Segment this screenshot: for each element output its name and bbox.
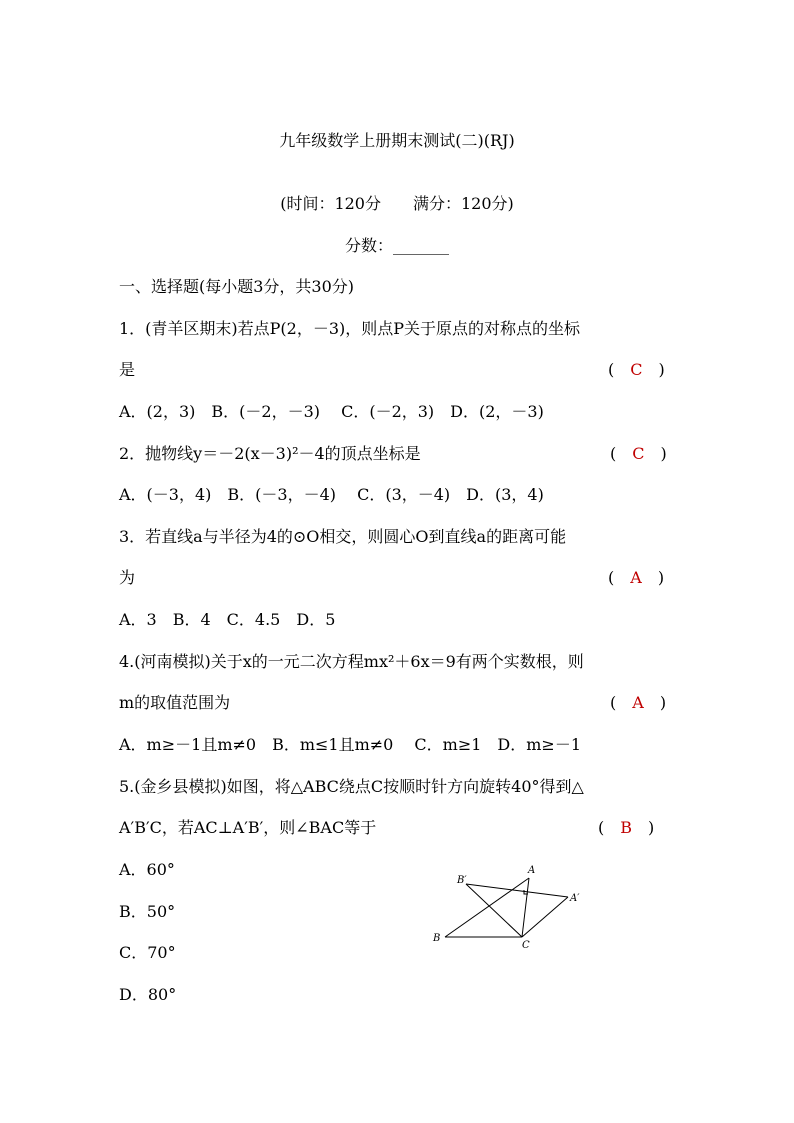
question-4-line-1: 4.(河南模拟)关于x的一元二次方程mx²＋6x＝9有两个实数根，则 (119, 652, 584, 671)
section-heading: 一、选择题(每小题3分，共30分) (119, 277, 355, 296)
rotation-triangle-figure (425, 858, 590, 950)
label-c: C (522, 940, 530, 950)
question-3-answer-letter: A (630, 568, 642, 587)
label-a-prime: A′ (570, 893, 580, 904)
question-2-answer: ( C ) (610, 444, 667, 463)
score-line: 分数：_______ (344, 236, 449, 255)
question-4-answer: ( A ) (610, 693, 667, 712)
question-5-option-d: D．80° (119, 985, 177, 1004)
segment-a-prime-c (522, 897, 568, 937)
question-3-line-1: 3．若直线a与半径为4的⊙O相交，则圆心O到直线a的距离可能 (119, 527, 567, 546)
label-b: B (433, 933, 441, 944)
question-1-line-1: 1．(青羊区期末)若点P(2，－3)，则点P关于原点的对称点的坐标 (119, 319, 581, 338)
question-3-answer: ( A ) (608, 568, 665, 587)
label-a: A (528, 865, 536, 876)
segment-ac (522, 878, 529, 937)
page-title: 九年级数学上册期末测试(二)(RJ) (279, 131, 515, 150)
question-5-option-b: B．50° (119, 902, 176, 921)
question-5-option-a: A．60° (119, 860, 175, 879)
question-5-option-c: C．70° (119, 943, 176, 962)
question-4-answer-letter: A (632, 693, 644, 712)
question-1-line-2: 是 (119, 360, 136, 379)
question-3-line-2: 为 (119, 568, 136, 587)
label-b-prime: B′ (457, 875, 467, 886)
segment-b-prime-c (466, 884, 522, 937)
question-1-options: A．(2，3) B．(－2，－3) C．(－2，3) D．(2，－3) (119, 402, 544, 421)
question-5-answer-letter: B (620, 818, 633, 837)
question-2-line-1: 2．抛物线y＝－2(x－3)²－4的顶点坐标是 (119, 444, 421, 463)
question-2-options: A．(－3，4) B．(－3，－4) C．(3，－4) D．(3，4) (119, 485, 544, 504)
question-5-answer: ( B ) (598, 818, 655, 837)
question-3-options: A．3 B．4 C．4.5 D．5 (119, 610, 336, 629)
question-1-answer: ( C ) (608, 360, 665, 379)
exam-time-info: (时间：120分 满分：120分) (280, 194, 514, 213)
question-1-answer-letter: C (630, 360, 643, 379)
question-5-line-2: A′B′C，若AC⊥A′B′，则∠BAC等于 (119, 818, 377, 837)
question-2-answer-letter: C (632, 444, 645, 463)
question-5-line-1: 5.(金乡县模拟)如图，将△ABC绕点C按顺时针方向旋转40°得到△ (119, 777, 584, 796)
question-4-options: A．m≥－1且m≠0 B．m≤1且m≠0 C．m≥1 D．m≥－1 (119, 735, 582, 754)
question-4-line-2: m的取值范围为 (119, 693, 231, 712)
